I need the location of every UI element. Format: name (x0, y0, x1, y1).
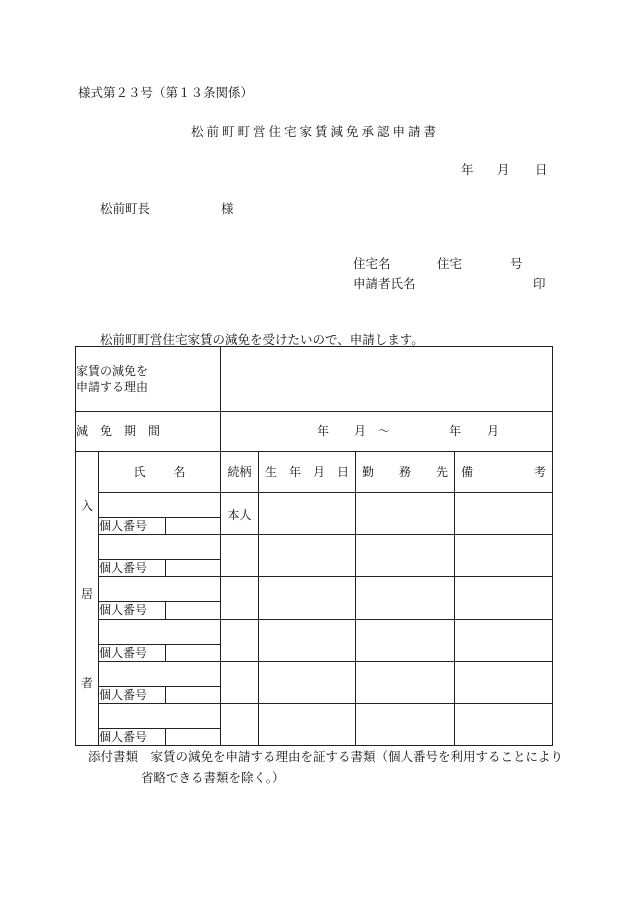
resident-1-relation[interactable]: 本人 (221, 493, 259, 535)
resident-6-workplace[interactable] (356, 703, 455, 745)
resident-5-remarks[interactable] (455, 661, 553, 703)
housing-label: 住宅 (437, 256, 463, 271)
resident-1-mynumber[interactable] (166, 518, 221, 535)
resident-5-name[interactable] (99, 661, 221, 686)
resident-3-name[interactable] (99, 577, 221, 602)
col-header-birth-3: 月 (313, 464, 326, 479)
resident-char-2: 居 (80, 587, 93, 602)
col-header-work-2: 務 (399, 464, 412, 479)
resident-6-mynumber-label: 個人番号 (99, 728, 166, 745)
resident-2-relation[interactable] (221, 535, 259, 577)
col-header-workplace (356, 452, 455, 493)
col-header-relation: 続柄 (221, 452, 259, 493)
col-header-work-1: 勤 (362, 464, 375, 479)
resident-3-remarks[interactable] (455, 577, 553, 619)
period-field[interactable] (221, 412, 553, 452)
resident-5-birthdate[interactable] (259, 661, 356, 703)
col-header-birthdate (259, 452, 356, 493)
date-year-label: 年 (461, 162, 474, 177)
col-header-remarks (455, 452, 553, 493)
page-title: 松前町町営住宅家賃減免承認申請書 (190, 124, 439, 139)
resident-label-cell (76, 452, 99, 746)
resident-1-mynumber-label: 個人番号 (99, 518, 166, 535)
resident-5-mynumber[interactable] (166, 686, 221, 703)
resident-2-remarks[interactable] (455, 535, 553, 577)
resident-1-birthdate[interactable] (259, 493, 356, 535)
resident-5-relation[interactable] (221, 661, 259, 703)
resident-3-mynumber[interactable] (166, 602, 221, 619)
resident-4-mynumber[interactable] (166, 644, 221, 661)
resident-char-1: 入 (80, 499, 93, 514)
resident-2-name[interactable] (99, 535, 221, 560)
resident-2-birthdate[interactable] (259, 535, 356, 577)
housing-name-label: 住宅名 (353, 256, 391, 271)
resident-2-mynumber-label: 個人番号 (99, 560, 166, 577)
addressee-honorific: 様 (221, 201, 234, 216)
col-header-work-3: 先 (436, 464, 449, 479)
resident-5-mynumber-label: 個人番号 (99, 686, 166, 703)
resident-1-workplace[interactable] (356, 493, 455, 535)
attachments-note-line2: 省略できる書類を除く。） (141, 770, 285, 785)
reason-label-line1: 家賃の減免を (76, 363, 149, 378)
resident-2-workplace[interactable] (356, 535, 455, 577)
resident-4-relation[interactable] (221, 619, 259, 661)
resident-3-birthdate[interactable] (259, 577, 356, 619)
resident-2-mynumber[interactable] (166, 560, 221, 577)
seal-mark: 印 (533, 276, 546, 291)
reason-field[interactable] (221, 347, 553, 412)
attachments-note-line1: 添付書類 家賃の減免を申請する理由を証する書類（個人番号を利用することにより (88, 749, 564, 764)
col-header-note-1: 備 (461, 464, 474, 479)
period-label: 減 免 期 間 (76, 412, 221, 452)
resident-6-mynumber[interactable] (166, 728, 221, 745)
reason-label-line2: 申請する理由 (76, 380, 149, 394)
resident-6-remarks[interactable] (455, 703, 553, 745)
resident-4-remarks[interactable] (455, 619, 553, 661)
addressee: 松前町長 (100, 201, 151, 216)
resident-3-mynumber-label: 個人番号 (99, 602, 166, 619)
reason-label-cell (76, 347, 221, 412)
resident-1-remarks[interactable] (455, 493, 553, 535)
col-header-name-1: 氏 (133, 464, 146, 479)
resident-4-birthdate[interactable] (259, 619, 356, 661)
col-header-note-2: 考 (534, 464, 547, 479)
resident-4-name[interactable] (99, 619, 221, 644)
resident-1-name[interactable] (99, 493, 221, 518)
application-table (75, 346, 553, 746)
period-month-label: 月 (354, 423, 367, 438)
room-number-label: 号 (510, 256, 523, 271)
period-tilde: ～ (378, 423, 391, 438)
resident-6-birthdate[interactable] (259, 703, 356, 745)
period-year-label: 年 (317, 423, 330, 438)
applicant-name-label: 申請者氏名 (353, 276, 416, 291)
col-header-birth-1: 生 (265, 464, 278, 479)
resident-char-3: 者 (80, 675, 93, 690)
form-number: 様式第２３号（第１３条関係） (78, 85, 254, 100)
resident-6-name[interactable] (99, 703, 221, 728)
resident-5-workplace[interactable] (356, 661, 455, 703)
date-month-label: 月 (497, 162, 510, 177)
resident-4-workplace[interactable] (356, 619, 455, 661)
period-month2-label: 月 (487, 423, 500, 438)
date-day-label: 日 (535, 162, 548, 177)
resident-3-workplace[interactable] (356, 577, 455, 619)
col-header-name-2: 名 (173, 464, 186, 479)
col-header-name (99, 452, 221, 493)
intro-text: 松前町町営住宅家賃の減免を受けたいので、申請します。 (100, 332, 424, 347)
resident-6-relation[interactable] (221, 703, 259, 745)
resident-3-relation[interactable] (221, 577, 259, 619)
resident-4-mynumber-label: 個人番号 (99, 644, 166, 661)
col-header-birth-4: 日 (336, 464, 349, 479)
period-year2-label: 年 (449, 423, 462, 438)
col-header-birth-2: 年 (289, 464, 302, 479)
